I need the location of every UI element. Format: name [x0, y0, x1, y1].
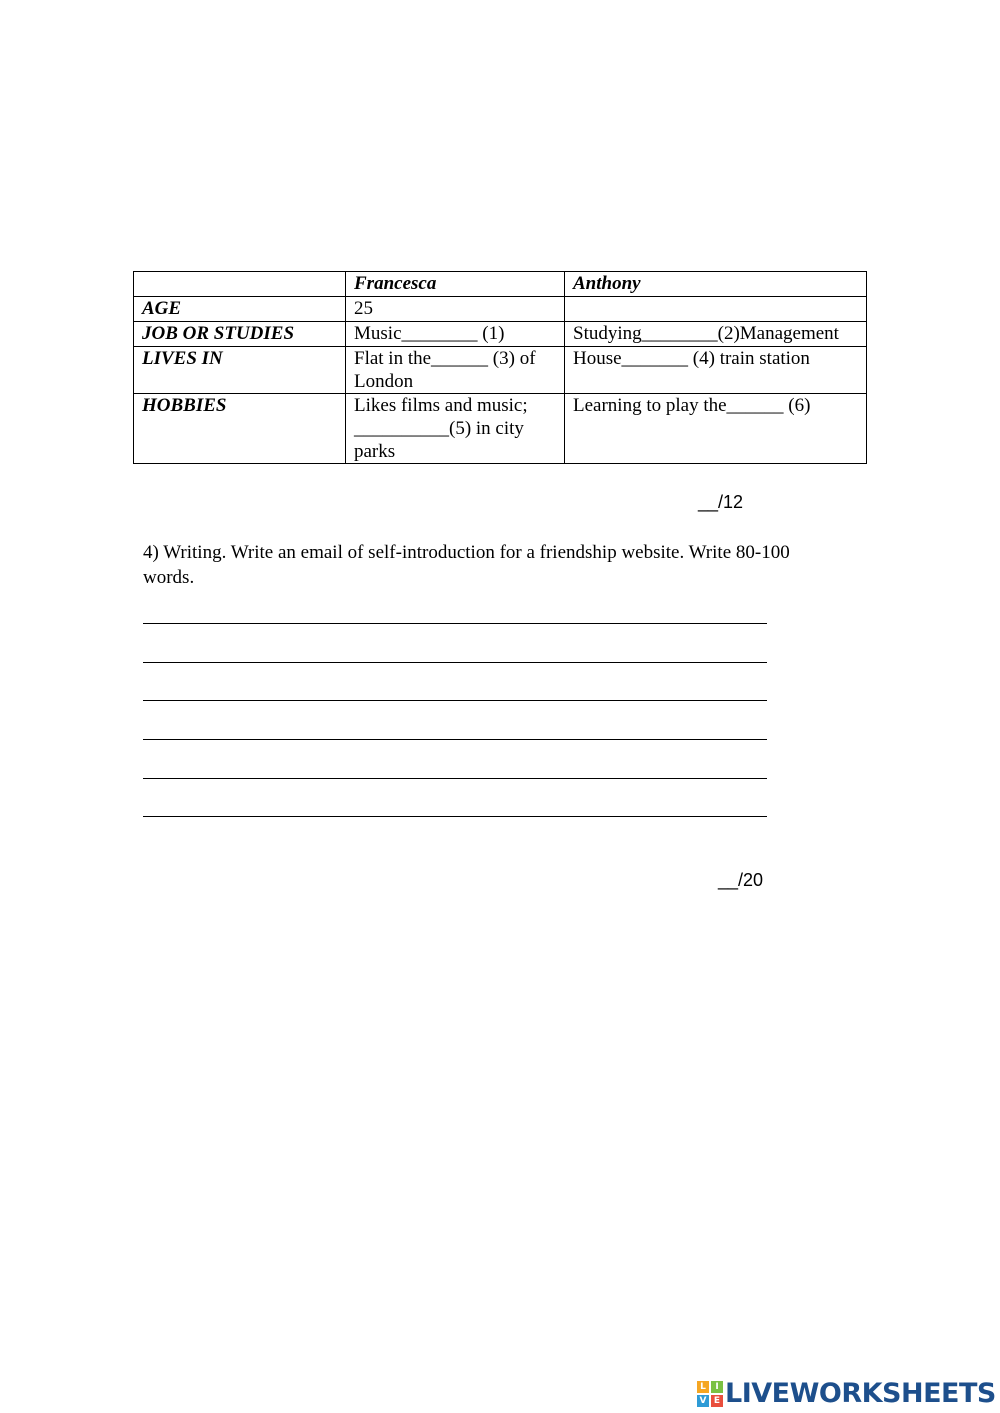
table-score: __/12	[698, 492, 744, 512]
logo-letter-i: I	[711, 1381, 723, 1393]
anthony-cell: Studying________(2)Management	[565, 322, 867, 347]
logo-letter-v: V	[697, 1395, 709, 1407]
header-anthony: Anthony	[565, 272, 867, 297]
answer-line[interactable]	[143, 778, 767, 779]
writing-score: __/20	[718, 870, 764, 890]
header-empty-cell	[134, 272, 346, 297]
answer-line[interactable]	[143, 816, 767, 817]
answer-line[interactable]	[143, 739, 767, 740]
answer-line[interactable]	[143, 623, 767, 624]
francesca-cell: 25	[346, 297, 565, 322]
liveworksheets-logo	[697, 1378, 996, 1410]
answer-line[interactable]	[143, 662, 767, 663]
francesca-cell: Likes films and music; __________(5) in city parks	[346, 394, 565, 464]
writing-question: 4) Writing. Write an email of self-introduction for a friendship website. Write 80-100 words.	[143, 542, 790, 588]
table-row	[134, 322, 867, 347]
row-label: AGE	[134, 297, 346, 322]
header-francesca: Francesca	[346, 272, 565, 297]
row-label: HOBBIES	[134, 394, 346, 464]
brand-name: LIVEWORKSHEETS	[725, 1378, 996, 1409]
table-row	[134, 394, 867, 464]
francesca-cell: Music________ (1)	[346, 322, 565, 347]
logo-letter-e: E	[711, 1395, 723, 1407]
anthony-cell: Learning to play the______ (6)	[565, 394, 867, 464]
francesca-cell: Flat in the______ (3) of London	[346, 347, 565, 394]
anthony-cell: House_______ (4) train station	[565, 347, 867, 394]
table-row	[134, 347, 867, 394]
info-table	[133, 271, 867, 464]
table-row	[134, 297, 867, 322]
liveworksheets-icon	[697, 1381, 723, 1407]
anthony-cell	[565, 297, 867, 322]
row-label: JOB OR STUDIES	[134, 322, 346, 347]
row-label: LIVES IN	[134, 347, 346, 394]
logo-letter-l: L	[697, 1381, 709, 1393]
answer-line[interactable]	[143, 700, 767, 701]
table-header-row	[134, 272, 867, 297]
